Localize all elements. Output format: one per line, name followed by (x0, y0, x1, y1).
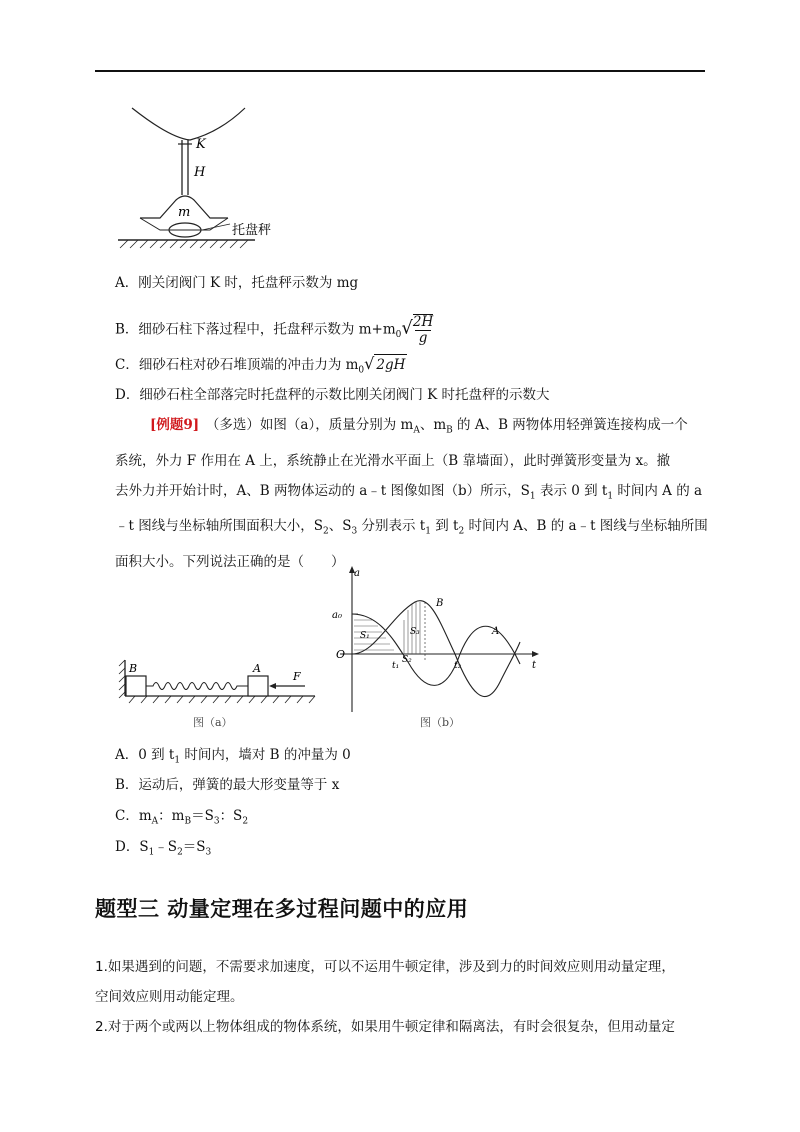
q9-option-c (115, 806, 248, 832)
label-t-axis: t (532, 660, 537, 671)
q9-line4c: 分别表示 t (357, 518, 426, 535)
q9-option-d-sub3: 3 (205, 847, 212, 858)
header-rule (95, 70, 705, 72)
label-m: m (178, 205, 191, 220)
q9-line1-mid: 、m (419, 417, 447, 433)
q9-option-b: B．运动后，弹簧的最大形变量等于 x (115, 777, 340, 793)
label-scale: 托盘秤 (232, 223, 272, 238)
example-tag: [例题9] (150, 417, 200, 433)
sub-s2: 2 (322, 527, 329, 538)
q9-option-c-sub-s3: 3 (213, 816, 220, 827)
at-graph-figure (320, 562, 545, 734)
label-b: B (129, 662, 138, 675)
q8-option-c-sub: 0 (358, 365, 365, 376)
q8-option-c-text: C．细砂石柱对砂石堆顶端的冲击力为 m (115, 357, 359, 373)
p1-line1: 1.如果遇到的问题，不需要求加速度，可以不运用牛顿定律，涉及到力的时间效应则用动量定理， (95, 959, 675, 975)
q8-option-a: A．刚关闭阀门 K 时，托盘秤示数为 mg (115, 275, 359, 291)
sub-a: A (413, 425, 420, 436)
ground-hatch (120, 240, 248, 248)
p1-line2: 空间效应则用动能定理。 (95, 989, 244, 1005)
sub-s3: 3 (351, 527, 358, 538)
label-s1: S₁ (360, 631, 370, 641)
q9-option-a-post: 时间内，墙对 B 的冲量为 0 (180, 747, 351, 763)
label-origin: O (336, 648, 346, 661)
q8-option-b-fraction (413, 314, 433, 346)
label-t2: t₂ (454, 661, 462, 671)
force-arrowhead (269, 683, 276, 689)
q9-option-a-pre: A．0 到 t (115, 747, 175, 763)
scale-pointer-line (202, 224, 230, 230)
label-f: F (293, 670, 301, 683)
hourglass-top-curve (132, 108, 245, 140)
hourglass-scale-figure (110, 100, 290, 260)
q9-line3a: 去外力并开始计时，A、B 两物体运动的 a﹣t 图像如图（b）所示，S (115, 482, 530, 499)
label-a0: a₀ (332, 610, 342, 621)
section-heading: 题型三 动量定理在多过程问题中的应用 (95, 897, 469, 921)
q8-option-c: C．细砂石柱对砂石堆顶端的冲击力为 $m_0√$ 2gH (115, 354, 406, 376)
label-t1: t₁ (392, 661, 400, 671)
fraction-denominator: g (415, 330, 432, 346)
q9-line5: 面积大小。下列说法正确的是（ ） (115, 554, 345, 571)
block-a (248, 676, 268, 696)
q9-option-d-minus: ﹣S (154, 839, 178, 855)
label-curve-a: A (492, 626, 500, 637)
q9-option-d-sub2: 2 (177, 847, 183, 858)
label-a: A (253, 662, 261, 675)
section-paragraph-2 (95, 1012, 710, 1042)
label-a-axis: a (354, 568, 360, 579)
sub-t1b: 1 (425, 527, 431, 538)
block-b (126, 676, 146, 696)
q8-option-b: B．细砂石柱下落过程中，托盘秤示数为 $m+m_0√\frac{2H}{g}$ (115, 314, 434, 346)
section-paragraph-1 (95, 952, 710, 1012)
q8-option-c-radicand: 2gH (374, 354, 407, 375)
q9-option-c-sub-b: B (184, 816, 192, 827)
label-h: H (194, 165, 206, 180)
q9-option-c-pre: C．m (115, 808, 152, 824)
fraction-numerator: 2H (412, 314, 434, 330)
q9-line4d: 到 t (430, 518, 459, 535)
q9-option-d-pre: D．S (115, 839, 149, 855)
q9-option-c-sub-a: A (151, 816, 159, 827)
spring-system-figure (115, 650, 325, 735)
label-curve-b: B (436, 598, 444, 609)
q8-option-d: D．细砂石柱全部落完时托盘秤的示数比刚关闭阀门 K 时托盘秤的示数大 (115, 387, 550, 403)
q9-option-c-mid: ：m (158, 808, 185, 824)
curve-a (352, 614, 520, 685)
q9-line4a: ﹣t 图线与坐标轴所围面积大小，S (115, 518, 323, 535)
q9-line1: （多选）如图（a），质量分别为 m (212, 417, 414, 433)
q9-line3c: 时间内 A 的 a (613, 482, 703, 499)
q9-line2: 系统，外力 F 作用在 A 上，系统静止在光滑水平面上（B 靠墙面），此时弹簧形变量为 x。撤 (115, 452, 671, 469)
floor-hatch (129, 696, 315, 703)
caption-b: 图（b） (420, 716, 461, 729)
q8-option-b-sub: 0 (395, 330, 402, 341)
curve-b (352, 601, 520, 697)
label-s2: S₂ (402, 655, 412, 665)
q9-stem (115, 410, 710, 577)
label-s3: S₃ (410, 627, 420, 637)
p2-line1: 2.对于两个或两以上物体组成的物体系统，如果用牛顿定律和隔离法，有时会很复杂，但用动量定 (95, 1019, 675, 1035)
q9-option-a (115, 745, 351, 771)
caption-a: 图（a） (193, 716, 233, 729)
q8-option-b-text: B．细砂石柱下落过程中，托盘秤示数为 m+m (115, 321, 396, 338)
label-k: K (196, 137, 206, 152)
q9-option-c-eq: ＝S (191, 808, 214, 824)
q9-line4e: 时间内 A、B 的 a﹣t 图线与坐标轴所围 (464, 518, 708, 535)
q9-option-d (115, 837, 211, 863)
q9-line3b: 表示 0 到 t (535, 482, 608, 499)
spring (146, 683, 248, 690)
q9-line4b: 、S (328, 518, 352, 535)
q9-line1-end: 的 A、B 两物体用轻弹簧连接构成一个 (452, 417, 688, 433)
sub-s1: 1 (529, 491, 536, 502)
q9-option-a-sub: 1 (174, 755, 181, 766)
sub-b: B (446, 425, 453, 436)
sub-t1: 1 (607, 491, 614, 502)
q9-option-d-eq: ＝S (182, 839, 206, 855)
t-axis-arrow (532, 651, 539, 657)
q9-option-c-colon: ：S (219, 808, 243, 824)
sub-t2: 2 (458, 527, 465, 538)
wall-hatch (119, 660, 125, 698)
q9-option-c-sub-s2: 2 (242, 816, 249, 827)
q9-option-d-sub1: 1 (148, 847, 155, 858)
